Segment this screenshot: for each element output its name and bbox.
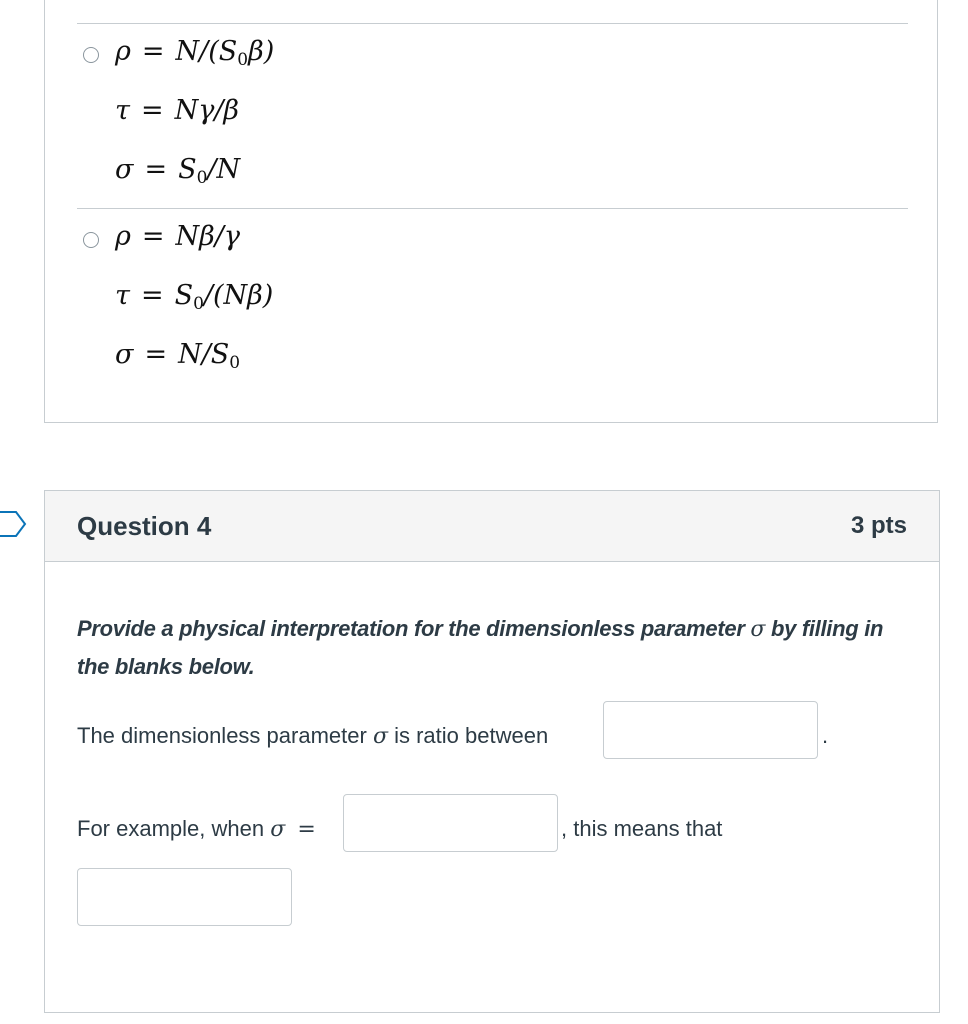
sigma-symbol: σ: [372, 724, 388, 749]
option-divider: [77, 23, 908, 24]
equals-symbol: =: [297, 817, 316, 842]
answer-option-2[interactable]: [77, 219, 908, 404]
flag-question-icon[interactable]: [0, 511, 27, 537]
blank-meaning-input[interactable]: [77, 868, 292, 926]
equation-rho-option-2: ρ = Nβ/γ: [115, 221, 240, 252]
question-points: 3 pts: [850, 512, 907, 539]
equation-tau-option-1: τ = Nγ/β: [115, 95, 240, 126]
equation-sigma-option-1: $\sigma = S_0/N$: [115, 154, 241, 188]
sentence-2-continuation: , this means that: [561, 816, 723, 841]
sentence-1: The dimensionless parameter σ is ratio between: [77, 723, 549, 749]
sigma-symbol: σ: [270, 817, 286, 842]
question-header: [45, 491, 939, 562]
question-title: Question 4: [77, 511, 212, 541]
equation-rho-option-1: $\rho = N/(S_0\beta)$: [115, 36, 275, 70]
blank-ratio-input[interactable]: [603, 701, 818, 759]
question-3-card: [44, 0, 938, 423]
sentence-1-period: .: [822, 723, 829, 748]
radio-button-option-2[interactable]: [83, 232, 99, 248]
option-divider: [77, 208, 908, 209]
question-prompt: Provide a physical interpretation for the dimensionless parameter σ by filling in the blanks below.: [77, 616, 884, 679]
sentence-2: For example, when σ =: [77, 816, 316, 842]
question-4-card: [44, 490, 940, 1013]
answer-option-1[interactable]: [77, 34, 908, 219]
blank-sigma-value-input[interactable]: [343, 794, 558, 852]
sigma-symbol: σ: [750, 617, 766, 642]
equation-sigma-option-2: $\sigma = N/S_0$: [115, 339, 241, 373]
radio-button-option-1[interactable]: [83, 47, 99, 63]
equation-tau-option-2: $\tau = S_0/(N\beta)$: [115, 280, 274, 314]
